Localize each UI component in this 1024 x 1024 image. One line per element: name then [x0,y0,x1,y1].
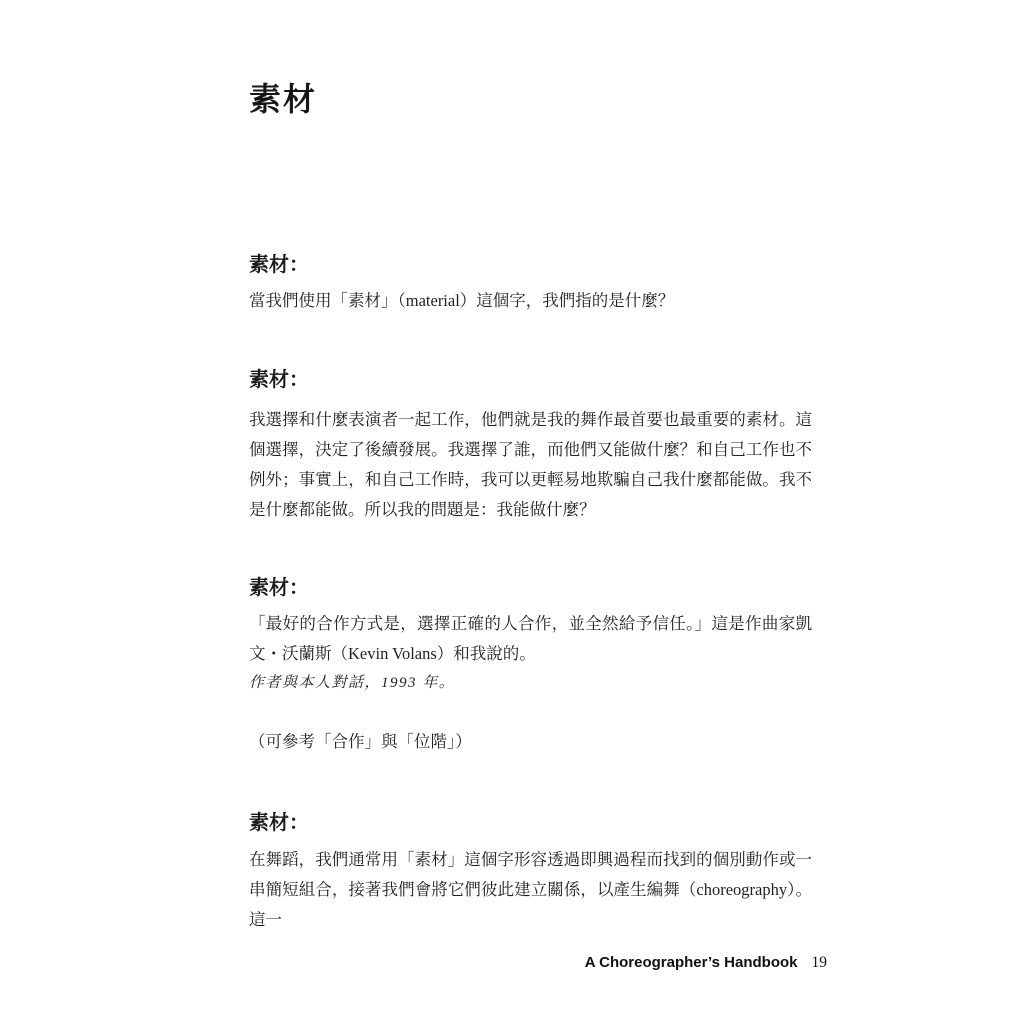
footer-book-title: A Choreographer’s Handbook [584,954,798,971]
running-footer [585,954,827,972]
chapter-title: 素材 [249,81,318,117]
entry-paragraph-4: 在舞蹈，我們通常用「素材」這個字形容透過即興過程而找到的個別動作或一串簡短組合，接著我們會將它們彼此建立關係，以產生編舞（choreography）。這一 [249,850,812,929]
entry-heading-1: 素材： [249,254,309,276]
entry-paragraph-1: 當我們使用「素材」（material）這個字，我們指的是什麼？ [249,291,675,310]
cross-reference-note: （可參考「合作」與「位階」） [249,732,472,751]
footer-page-number: 19 [811,954,827,971]
entry-heading-2: 素材： [249,369,309,391]
source-citation: 作者與本人對話，1993 年。 [249,675,456,691]
entry-paragraph-2: 我選擇和什麼表演者一起工作，他們就是我的舞作最首要也最重要的素材。這個選擇，決定了後續發展。我選擇了誰，而他們又能做什麼？和自己工作也不例外；事實上，和自己工作時，我可以更輕易地欺騙自己我什麼都能做。我不是什麼都能做。所以我的問題是：我能做什麼？ [249,410,812,519]
entry-heading-3: 素材： [249,577,309,599]
entry-paragraph-3: 「最好的合作方式是，選擇正確的人合作，並全然給予信任。」這是作曲家凱文・沃蘭斯（Kevin Volans）和我說的。 [249,614,812,663]
entry-heading-4: 素材： [249,812,309,834]
